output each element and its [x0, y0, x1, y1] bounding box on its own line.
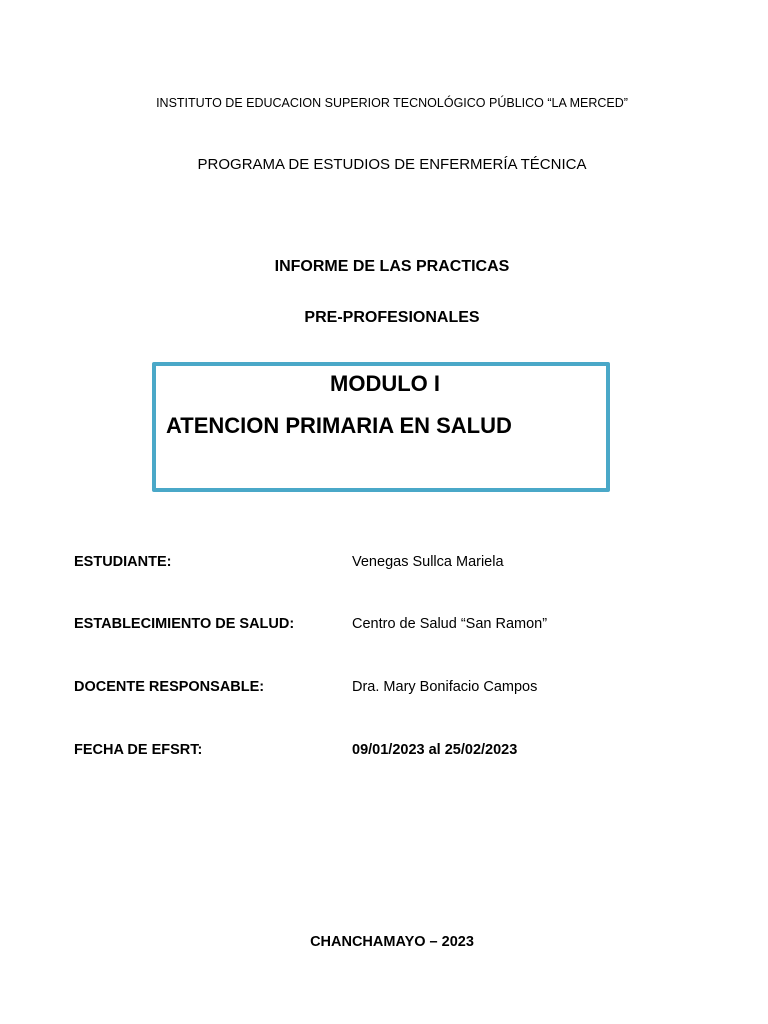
student-value: Venegas Sullca Mariela [352, 554, 504, 570]
footer-place-year: CHANCHAMAYO – 2023 [310, 934, 474, 950]
dates-label: FECHA DE EFSRT: [74, 742, 203, 758]
report-title: INFORME DE LAS PRACTICAS [274, 258, 510, 275]
module-box [152, 362, 610, 492]
institution-name: INSTITUTO DE EDUCACION SUPERIOR TECNOLÓGICO PÚBLICO “LA MERCED” [156, 96, 628, 110]
facility-value: Centro de Salud “San Ramon” [352, 616, 548, 632]
module-topic: ATENCION PRIMARIA EN SALUD [166, 413, 512, 438]
teacher-label: DOCENTE RESPONSABLE: [74, 679, 265, 695]
student-label: ESTUDIANTE: [74, 554, 172, 570]
report-subtitle: PRE-PROFESIONALES [304, 309, 480, 326]
facility-label: ESTABLECIMIENTO DE SALUD: [74, 616, 295, 632]
dates-value: 09/01/2023 al 25/02/2023 [352, 742, 518, 758]
module-name: MODULO I [330, 371, 440, 396]
program-name: PROGRAMA DE ESTUDIOS DE ENFERMERÍA TÉCNICA [197, 156, 587, 173]
teacher-value: Dra. Mary Bonifacio Campos [352, 679, 538, 695]
